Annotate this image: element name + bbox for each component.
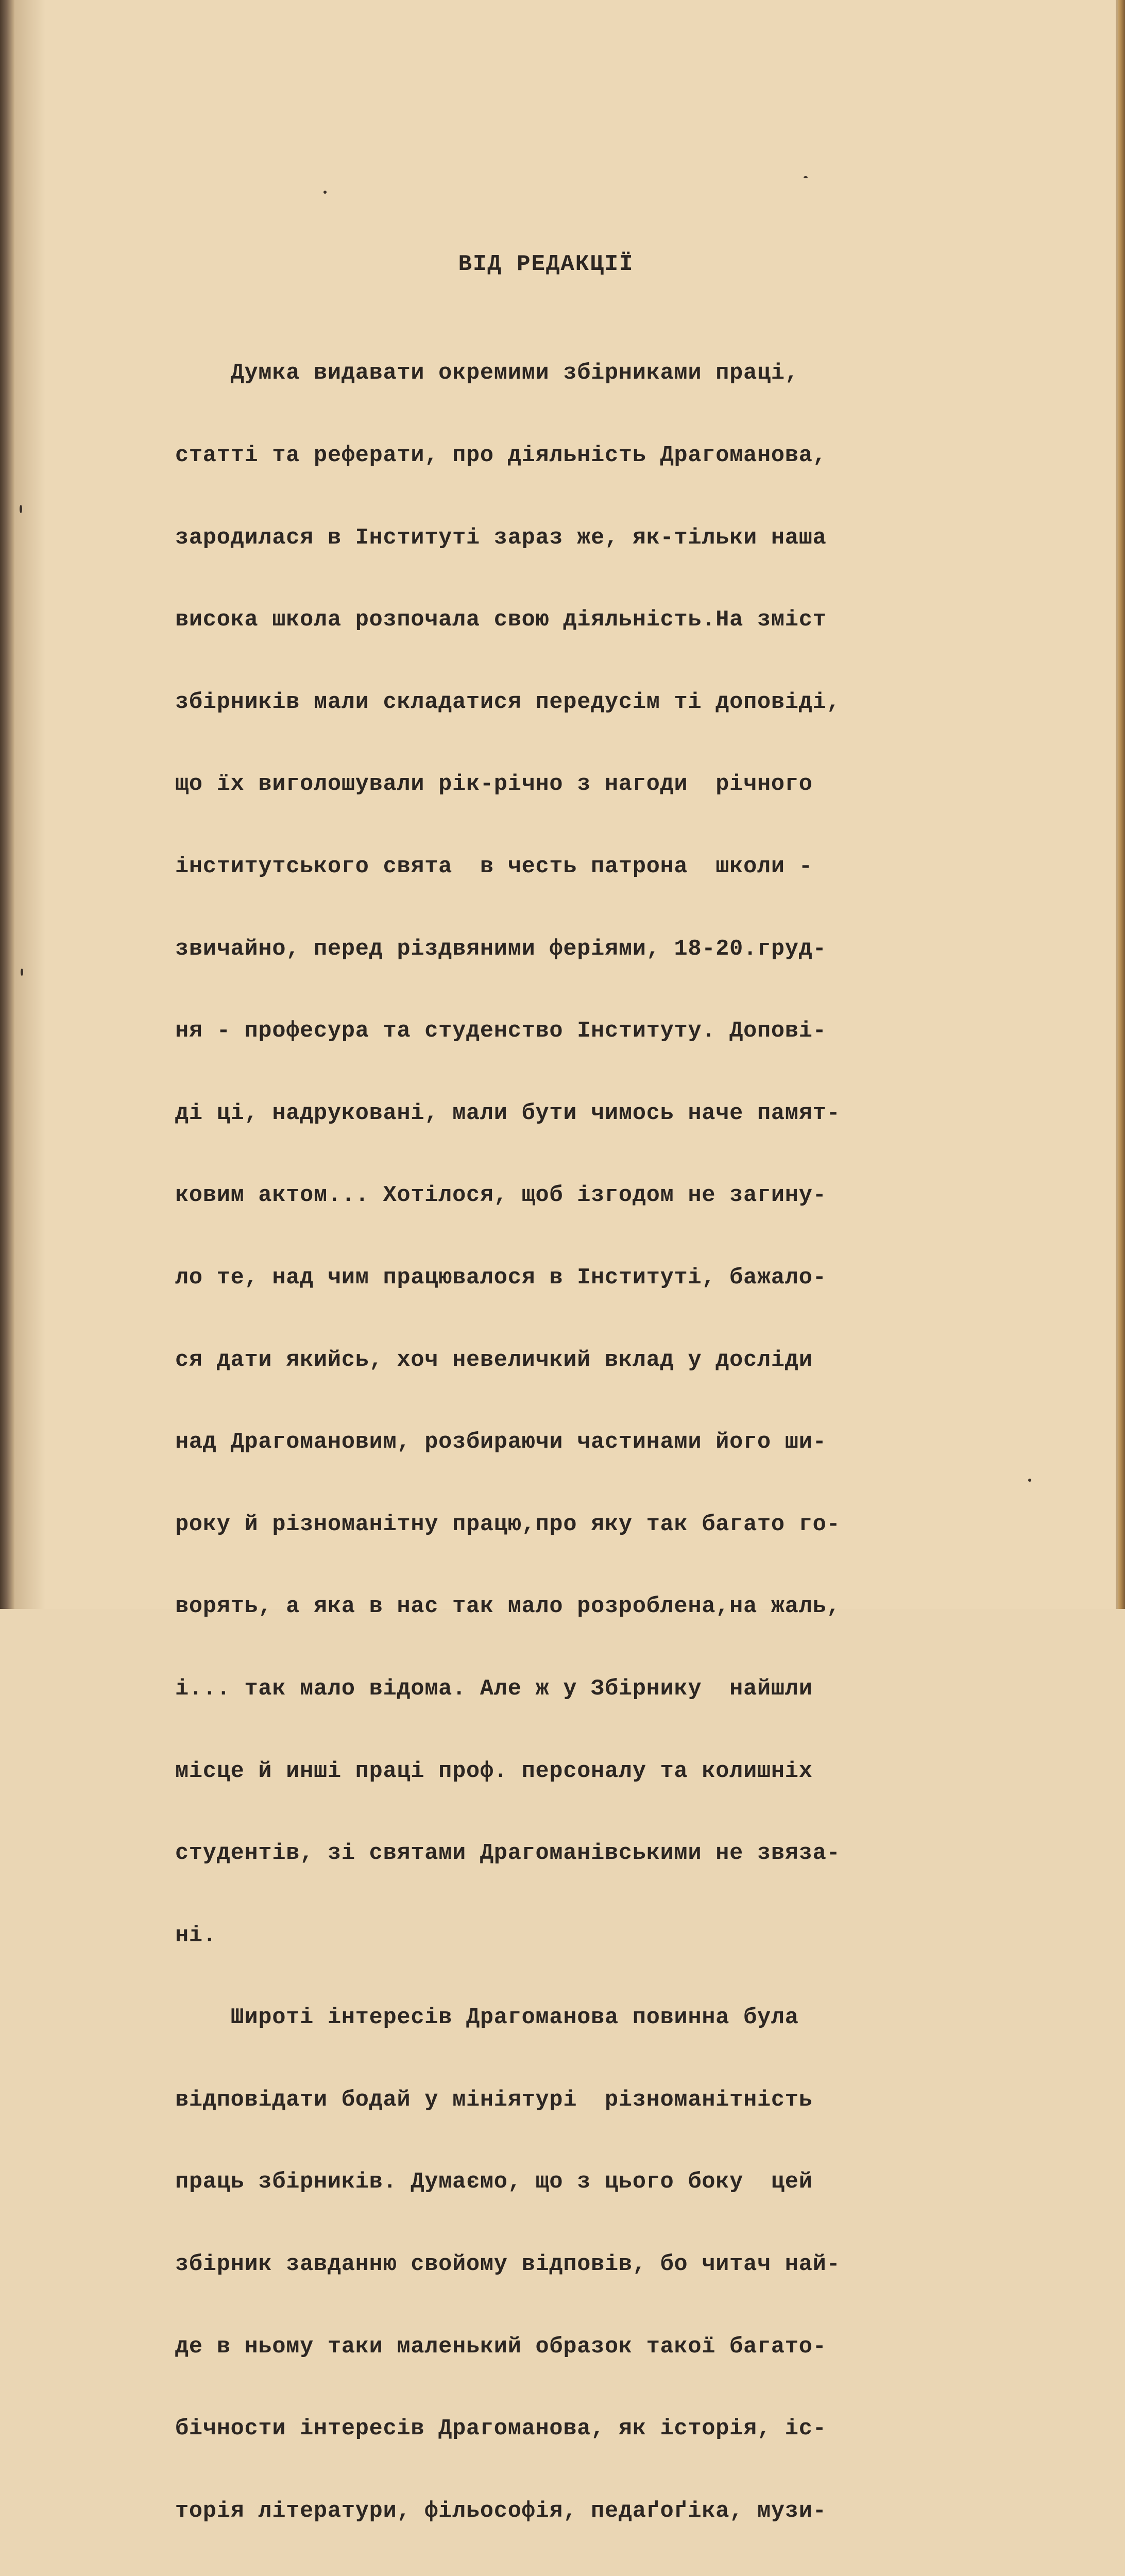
text-line: торія літератури, фільософія, педаґоґіка, музи- [175,2498,827,2524]
page-title: ВІД РЕДАКЦІЇ [458,251,634,277]
text-line: відповідати бодай у мініятурі різноманітність [175,2087,813,2113]
binding-edge [0,0,14,1609]
text-line: праць збірників. Думаємо, що з цього боку цей [175,2170,813,2195]
text-line: ня - професура та студенство Інституту. Доповi- [175,1019,827,1044]
text-line: ворять, а яка в нас так мало розроблена,на жаль, [175,1594,841,1620]
text-line: Думка видавати окремими збірниками праці, [175,361,799,386]
text-line: над Драгомановим, розбираючи частинами його ши- [175,1430,827,1455]
binding-shadow [14,0,45,1609]
page-edge-right [1118,0,1125,1609]
text-line: звичайно, перед різдвяними феріями, 18-20.груд- [175,936,827,962]
paper-speck [804,176,808,178]
text-line: ся дати якийсь, хоч невеличкий вклад у досліди [175,1347,813,1373]
text-line: збірник завданню свойому відповів, бо читач най- [175,2252,841,2278]
text-line: висока школа розпочала свою діяльність.На зміст [175,607,827,633]
text-line: ні. [175,1923,217,1948]
text-line: що їх виголошували рік-річно з нагоди річного [175,772,813,798]
text-line: ковим актом... Хотілося, щоб ізгодом не загину- [175,1183,827,1209]
body-text [175,305,1020,2576]
text-line: бічности інтересів Драгоманова, як історія, іс- [175,2416,827,2442]
text-line: статті та реферати, про діяльність Драгоманова, [175,443,827,468]
text-line: де в ньому таки маленький образок такої багато- [175,2334,827,2360]
text-line: місце й инші праці проф. персоналу та колишніх [175,1758,813,1784]
text-line: Широті інтересів Драгоманова повинна була [175,2005,799,2031]
text-line: студентів, зі святами Драгоманівськими не звяза- [175,1841,841,1867]
paper-speck [1028,1479,1031,1482]
page-edge-line [1116,0,1118,1609]
paper-speck [323,191,327,194]
paper-speck [20,505,22,513]
text-line: і... так мало відома. Але ж у Збірнику найшли [175,1676,813,1702]
paper-speck [21,969,23,976]
text-line: зародилася в Інституті зараз же, як-тільки наша [175,525,827,551]
text-line: ло те, над чим працювалося в Інституті, бажало- [175,1265,827,1291]
text-line: збірників мали складатися передусім ті доповіді, [175,689,841,715]
text-line: ді ці, надруковані, мали бути чимось наче памят- [175,1100,841,1126]
text-line: інститутського свята в честь патрона школи - [175,854,813,879]
text-line: року й різноманітну працю,про яку так багато го- [175,1512,841,1537]
